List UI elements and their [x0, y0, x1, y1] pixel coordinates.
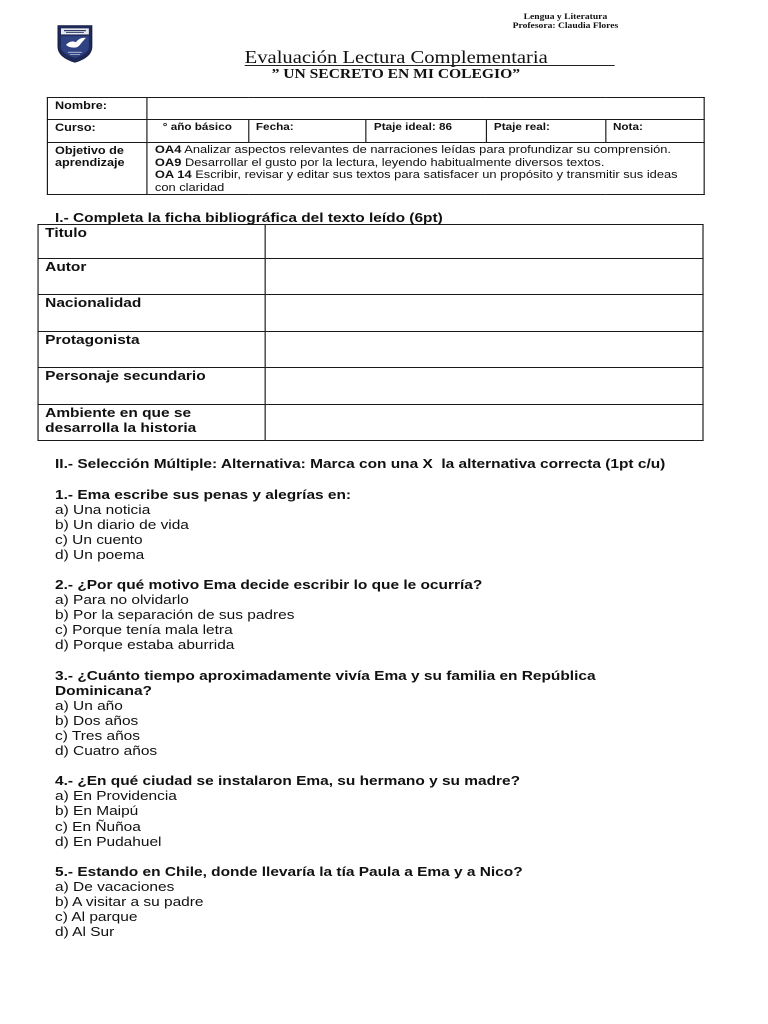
course-label: Curso: — [47, 120, 146, 143]
bibliography-answer — [266, 368, 703, 405]
option-d: d) En Pudahuel — [55, 833, 162, 849]
bibliography-table — [37, 224, 703, 441]
name-row — [47, 98, 704, 120]
option-b: b) Por la separación de sus padres — [55, 607, 295, 623]
objective-text: Desarrollar el gusto por la lectura, leyendo habitualmente diversos textos. — [184, 156, 605, 169]
option-b: b) A visitar a su padre — [55, 894, 204, 910]
section-1-heading: I.- Completa la ficha bibliográfica del texto leído (6pt) — [55, 209, 443, 225]
option-a: a) Un año — [55, 697, 123, 713]
book-title: ” UN SECRETO EN MI COLEGIO” — [271, 66, 521, 81]
bibliography-row — [38, 259, 703, 295]
bibliography-label: Ambiente en que se desarrolla la historia — [38, 405, 266, 441]
question-5 — [55, 864, 658, 939]
bibliography-row — [38, 368, 703, 405]
option-d: d) Al Sur — [55, 924, 115, 940]
option-b: b) Dos años — [55, 712, 139, 728]
option-a: a) De vacaciones — [55, 878, 175, 894]
page-title: Evaluación Lectura Complementaria — [244, 47, 548, 67]
option-c: c) Porque tenía mala letra — [55, 622, 233, 638]
subject-name: Lengua y Literatura — [523, 12, 608, 21]
option-a: a) En Providencia — [55, 788, 177, 804]
bibliography-answer — [266, 295, 703, 332]
option-d: d) Un poema — [55, 546, 145, 562]
real-score-label: Ptaje real: — [486, 120, 605, 143]
question-text: 2.- ¿Por qué motivo Ema decide escribir lo que le ocurría? — [55, 577, 483, 593]
option-a: a) Para no olvidarlo — [55, 592, 189, 608]
question-4 — [55, 773, 658, 848]
objective-text: Analizar aspectos relevantes de narraciones leídas para profundizar su comprensión. — [184, 144, 672, 156]
course-row — [47, 120, 704, 143]
question-2 — [55, 577, 658, 652]
option-c: c) En Ñuñoa — [55, 818, 141, 834]
option-b: b) En Maipú — [55, 803, 139, 819]
bibliography-label: Personaje secundario — [38, 368, 266, 405]
bibliography-answer — [266, 332, 703, 368]
objective-text: Escribir, revisar y editar sus textos para satisfacer un propósito y transmitir sus ideas con claridad — [154, 169, 678, 194]
objective-code: OA4 — [154, 144, 182, 156]
objective-line — [155, 169, 694, 194]
section-2-heading: II.- Selección Múltiple: Alternativa: Marca con una X la alternativa correcta (1pt c/u) — [55, 455, 666, 471]
questions-list — [55, 487, 658, 955]
objective-line — [155, 144, 694, 157]
bibliography-answer — [266, 225, 703, 259]
option-c: c) Un cuento — [55, 531, 143, 547]
bibliography-row — [38, 225, 703, 259]
question-text: 3.- ¿Cuánto tiempo aproximadamente vivía Ema y su familia en República Dominicana? — [55, 667, 596, 698]
option-d: d) Porque estaba aburrida — [55, 637, 235, 653]
question-text: 1.- Ema escribe sus penas y alegrías en: — [55, 486, 352, 502]
option-d: d) Cuatro años — [55, 743, 158, 759]
option-c: c) Tres años — [55, 728, 140, 743]
question-text: 4.- ¿En qué ciudad se instalaron Ema, su hermano y su madre? — [55, 773, 521, 789]
objectives-cell — [146, 143, 704, 195]
objective-label: Objetivo de aprendizaje — [47, 143, 146, 195]
teacher-name: Profesora: Claudia Flores — [512, 21, 619, 30]
school-crest-icon — [55, 24, 95, 64]
ideal-score-label: Ptaje ideal: 86 — [366, 120, 486, 143]
name-field — [146, 98, 704, 120]
bibliography-row — [38, 332, 703, 368]
question-text: 5.- Estando en Chile, donde llevaría la tía Paula a Ema y a Nico? — [55, 863, 523, 879]
objective-line — [155, 157, 694, 170]
question-3 — [55, 668, 658, 759]
name-label: Nombre: — [47, 98, 146, 120]
objectives-row — [47, 143, 704, 195]
bibliography-row — [38, 295, 703, 332]
question-1 — [55, 487, 658, 562]
option-c: c) Al parque — [55, 909, 138, 925]
bibliography-label: Protagonista — [38, 332, 266, 368]
bibliography-label: Titulo — [38, 225, 266, 259]
bibliography-row — [38, 405, 703, 441]
course-value: ° año básico — [146, 120, 248, 143]
bibliography-answer — [266, 405, 703, 441]
grade-label: Nota: — [605, 120, 704, 143]
student-info-table — [47, 97, 705, 195]
objective-code: OA 14 — [154, 169, 192, 181]
option-b: b) Un diario de vida — [55, 516, 189, 532]
option-a: a) Una noticia — [55, 501, 151, 517]
date-label: Fecha: — [248, 120, 366, 143]
bibliography-answer — [266, 259, 703, 295]
objective-code: OA9 — [154, 156, 182, 169]
course-info — [495, 12, 635, 30]
bibliography-label: Autor — [38, 259, 266, 295]
bibliography-label: Nacionalidad — [38, 295, 266, 332]
